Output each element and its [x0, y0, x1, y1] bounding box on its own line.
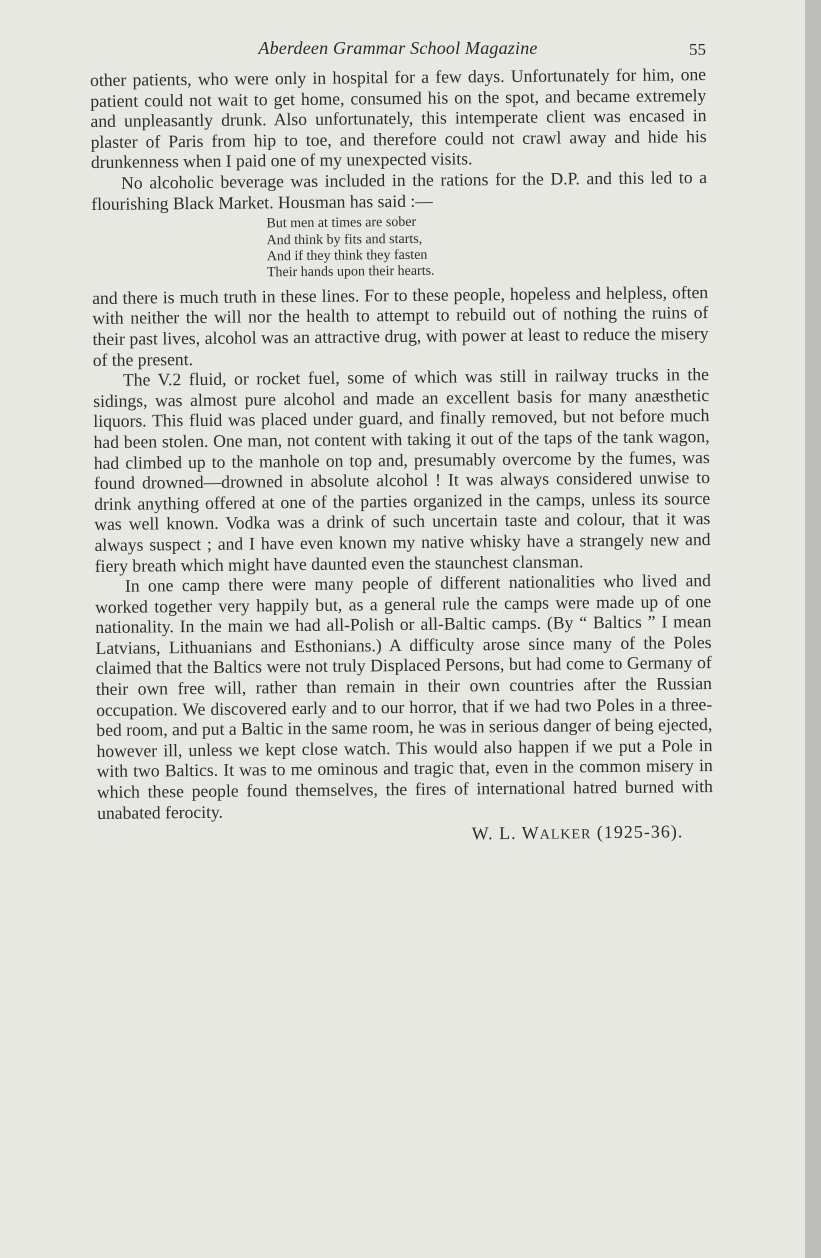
paragraph-continued: other patients, who were only in hospital for a few days. Unfortunately for him, one patient could not wait to get home, consumed his on the spot, and became extremely and unpleasantly drunk. Also unfortunately, this intemperate client was encased in plaster of Paris from hip to toe, and therefore could not crawl away and hide his drunkenness when I paid one of my unexpected visits. — [90, 64, 707, 173]
author-signature — [97, 821, 713, 851]
poem-line: And think by fits and starts, — [266, 231, 423, 248]
poem-line: But men at times are sober — [266, 215, 417, 232]
page-edge — [805, 0, 821, 1258]
poem-line: And if they think they fasten — [266, 247, 428, 265]
poem-line: Their hands upon their hearts. — [266, 264, 435, 281]
paragraph-after-poem: and there is much truth in these lines. For to these people, hopeless and helpless, often with neither the will nor the health to attempt to rebuild out of nothing the ruins of their past lives, alcohol was an attractive drug, with power at least to reduce the misery of the present. — [92, 281, 709, 370]
running-title: Aberdeen Grammar School Magazine — [258, 38, 538, 58]
paragraph-rations: No alcoholic beverage was included in the rations for the D.P. and this led to a flourishing Black Market. Housman has said :— — [91, 167, 708, 214]
signature-years: (1925-36). — [591, 821, 684, 843]
signature-initials: W. L. W — [471, 822, 540, 844]
paragraph-rocket-fuel: The V.2 fluid, or rocket fuel, some of which was still in railway trucks in the sidings, was almost pure alcohol and made an excellent basis for many anæsthetic liquors. This fluid was placed under guard, and finally removed, but not before much had been stolen. One man, not content with taking it out of the taps of the tank wagon, had climbed up to the manhole on top and, presumably overcome by the fumes, was found drowned—drowned in absolute alcohol ! It was always considered unwise to drink anything offered at one of the parties organized in the camps, unless its source was well known. Vodka was a drink of such uncertain taste and colour, that it was always suspect ; and I have even known my native whisky have a strangely new and fiery breath which might have daunted even the staunchest clansman. — [93, 364, 711, 576]
page-number: 55 — [689, 40, 706, 59]
paragraph-nationalities: In one camp there were many people of different nationalities who lived and worked together very happily but, as a general rule the camps were made up of one nationality. In the main we had all-Polish or all-Baltic camps. (By “ Baltics ” I mean Latvians, Lithuanians and Esthonians.) A difficulty arose since many of the Poles claimed that the Baltics were not truly Displaced Persons, but had come to Germany of their own free will, rather than remain in their own countries after the Russian occupation. We discovered early and to our horror, that if we had two Poles in a three-bed room, and put a Baltic in the same room, he was in serious danger of being ejected, however ill, unless we kept close watch. This would also happen if we put a Pole in with two Baltics. It was to me ominous and tragic that, even in the common misery in which these people found themselves, the fires of international hatred burned with unabated ferocity. — [95, 570, 713, 823]
housman-quotation — [266, 212, 708, 282]
signature-surname: ALKER — [539, 827, 592, 843]
page-header — [90, 38, 706, 64]
article-body — [90, 64, 713, 851]
